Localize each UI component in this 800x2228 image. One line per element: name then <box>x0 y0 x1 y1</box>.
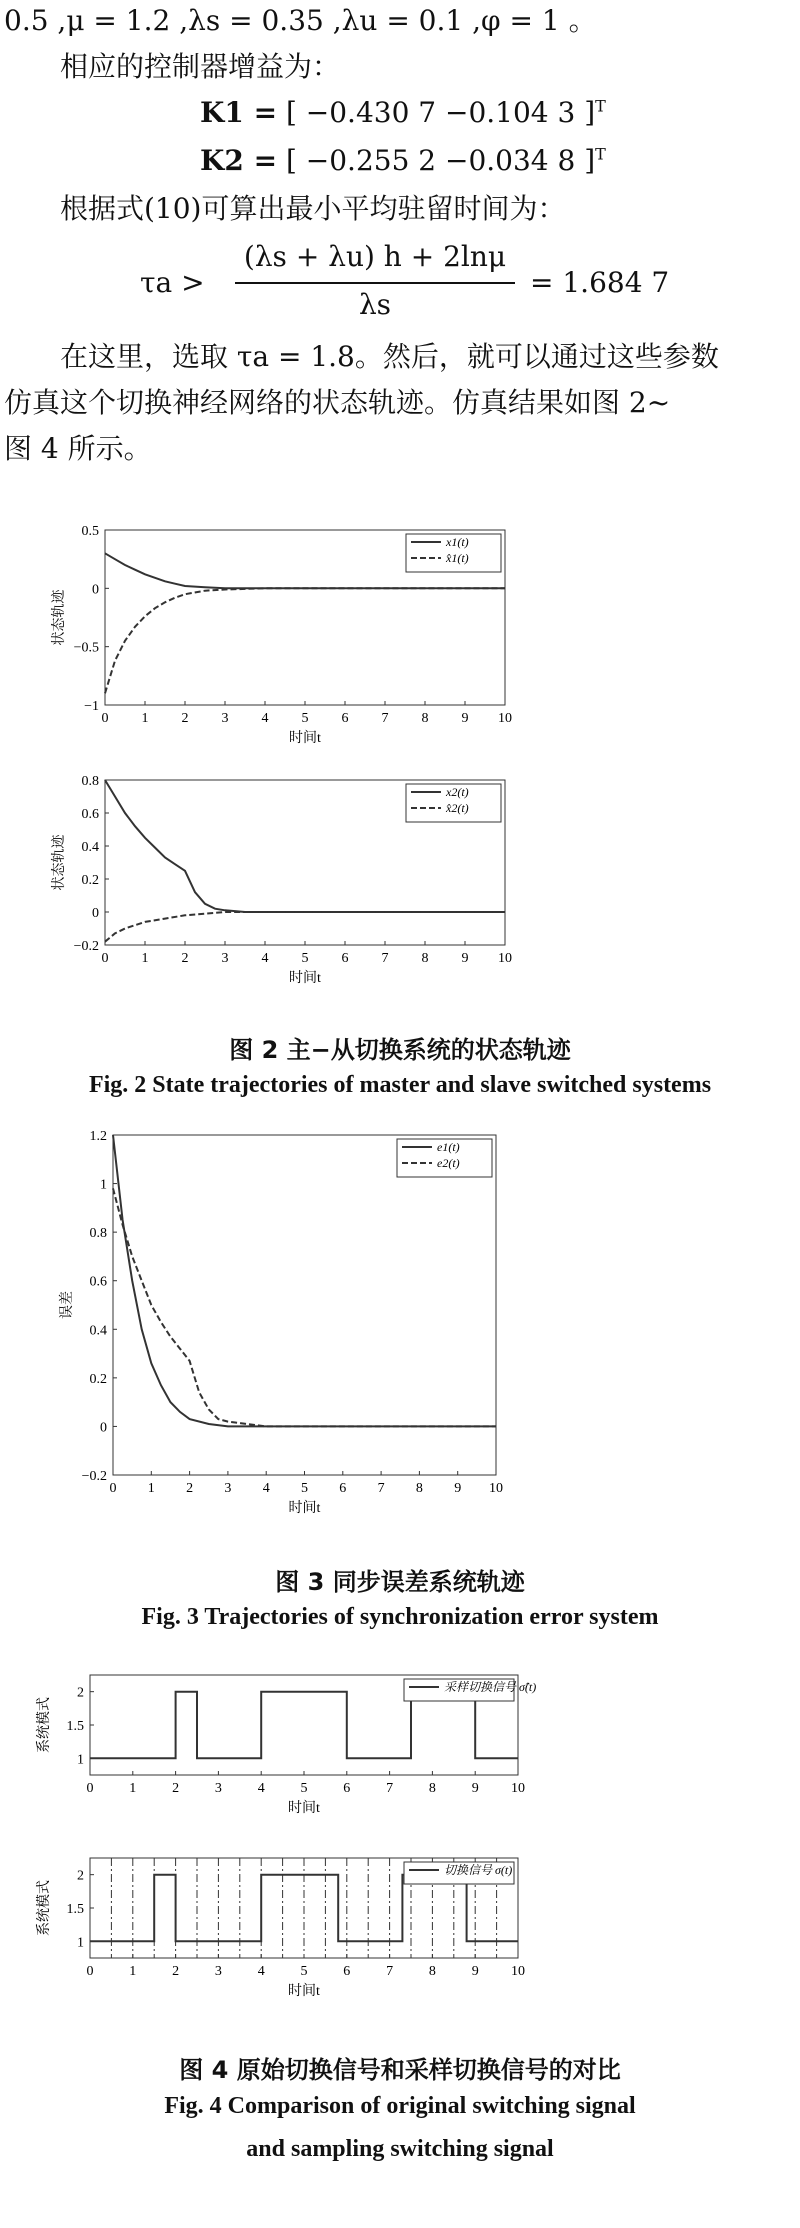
legend-label: e1(t) <box>437 1140 460 1154</box>
x-tick-label: 0 <box>109 1481 117 1496</box>
x-tick-label: 7 <box>381 711 389 726</box>
y-tick-label: 0.6 <box>81 807 99 822</box>
y-tick-label: 0.2 <box>89 1371 107 1387</box>
y-tick-label: 0.5 <box>81 524 99 539</box>
y-tick-label: 0.6 <box>89 1274 107 1290</box>
y-tick-label: 2 <box>77 1685 84 1701</box>
x-tick-label: 4 <box>257 1964 265 1979</box>
x-tick-label: 3 <box>214 1781 222 1796</box>
y-tick-label: −1 <box>84 699 99 714</box>
x-tick-label: 8 <box>421 711 429 726</box>
x-tick-label: 0 <box>86 1781 94 1796</box>
x-tick-label: 6 <box>343 1964 351 1979</box>
x-axis-label: 时间t <box>288 1984 320 1999</box>
paragraph-line-2: 仿真这个切换神经网络的状态轨迹。仿真结果如图 2~ <box>4 386 671 419</box>
legend-label: 切换信号 σ(t) <box>444 1863 513 1877</box>
x-tick-label: 4 <box>261 951 269 966</box>
tau-rhs: = 1.684 7 <box>530 266 670 299</box>
x-tick-label: 7 <box>381 951 389 966</box>
legend-label: x̂2(t) <box>446 801 469 815</box>
x-tick-label: 10 <box>498 711 512 726</box>
x-axis-label: 时间t <box>289 731 321 746</box>
x-tick-label: 10 <box>489 1481 503 1496</box>
legend-label: x2(t) <box>446 785 469 799</box>
x-tick-label: 9 <box>461 711 469 726</box>
x-tick-label: 1 <box>129 1964 137 1979</box>
x-tick-label: 3 <box>221 951 229 966</box>
fig2-bottom-chart <box>0 770 800 1005</box>
series-line-1 <box>90 1692 518 1759</box>
series-line-2 <box>113 1188 496 1426</box>
x-tick-label: 1 <box>141 951 149 966</box>
x-tick-label: 9 <box>471 1964 479 1979</box>
k2-value: [ −0.255 2 −0.034 8 ] <box>285 144 596 177</box>
x-axis-label: 时间t <box>288 1501 321 1516</box>
x-tick-label: 2 <box>172 1781 180 1796</box>
paragraph-line-1: 在这里，选取 τa = 1.8。然后，就可以通过这些参数 <box>60 340 719 373</box>
fig4-top-chart <box>0 1665 800 1845</box>
x-tick-label: 10 <box>511 1964 525 1979</box>
x-tick-label: 4 <box>257 1781 265 1796</box>
k2-label: K2 = <box>200 144 278 177</box>
x-tick-label: 10 <box>511 1781 525 1796</box>
y-tick-label: 0.4 <box>81 840 99 855</box>
x-tick-label: 9 <box>471 1781 479 1796</box>
k2-equation <box>200 144 606 177</box>
y-tick-label: −0.5 <box>73 640 99 656</box>
x-tick-label: 7 <box>377 1481 385 1496</box>
x-tick-label: 8 <box>428 1781 436 1796</box>
x-tick-label: 2 <box>181 711 189 726</box>
x-tick-label: 7 <box>386 1781 394 1796</box>
x-tick-label: 6 <box>339 1481 347 1496</box>
k2-sup: T <box>595 144 606 164</box>
y-axis-label: 系统模式 <box>37 1880 52 1936</box>
x-tick-label: 10 <box>498 951 512 966</box>
y-tick-label: 1 <box>77 1935 84 1951</box>
k1-value: [ −0.430 7 −0.104 3 ] <box>285 96 596 129</box>
series-line-2 <box>105 912 505 942</box>
x-tick-label: 6 <box>341 951 349 966</box>
legend-label: e2(t) <box>437 1156 460 1170</box>
fraction-bar <box>235 282 515 284</box>
y-tick-label: 1 <box>77 1752 84 1768</box>
y-axis-label: 状态轨迹 <box>52 834 67 891</box>
x-tick-label: 2 <box>186 1481 194 1496</box>
x-tick-label: 3 <box>221 711 229 726</box>
fig3-caption-cn: 图 3 同步误差系统轨迹 <box>275 1568 525 1596</box>
fig4-caption-en-1: Fig. 4 Comparison of original switching signal <box>164 2093 636 2119</box>
y-tick-label: 1.2 <box>89 1129 107 1144</box>
x-tick-label: 5 <box>301 1481 308 1496</box>
x-tick-label: 0 <box>101 711 109 726</box>
tau-lhs: τa > <box>140 266 205 299</box>
fig2-top-chart <box>0 520 800 765</box>
tau-numerator: (λs + λu) h + 2lnμ <box>243 240 507 273</box>
y-axis-label: 状态轨迹 <box>52 589 67 646</box>
x-tick-label: 3 <box>224 1481 232 1496</box>
y-tick-label: 2 <box>77 1868 84 1884</box>
x-tick-label: 8 <box>415 1481 423 1496</box>
x-axis-label: 时间t <box>289 971 321 986</box>
x-tick-label: 6 <box>341 711 349 726</box>
tau-equation <box>140 240 700 330</box>
x-tick-label: 1 <box>141 711 149 726</box>
x-tick-label: 1 <box>129 1781 137 1796</box>
series-line-2 <box>105 588 505 693</box>
legend-label: 采样切换信号 σ̂(t) <box>444 1680 537 1694</box>
k1-label: K1 = <box>200 96 278 129</box>
x-tick-label: 5 <box>301 951 309 966</box>
x-tick-label: 9 <box>454 1481 462 1496</box>
y-tick-label: 0.8 <box>81 774 99 789</box>
legend-label: x1(t) <box>446 535 469 549</box>
x-tick-label: 1 <box>147 1481 155 1496</box>
x-tick-label: 2 <box>181 951 189 966</box>
y-tick-label: 1.5 <box>66 1902 84 1917</box>
x-tick-label: 8 <box>428 1964 436 1979</box>
x-tick-label: 5 <box>300 1964 308 1979</box>
param-line: 0.5 ,μ = 1.2 ,λs = 0.35 ,λu = 0.1 ,φ = 1 。 <box>4 4 597 37</box>
x-tick-label: 6 <box>343 1781 351 1796</box>
x-tick-label: 5 <box>301 711 309 726</box>
fig2-caption-en: Fig. 2 State trajectories of master and slave switched systems <box>88 1072 712 1098</box>
x-tick-label: 4 <box>261 711 269 726</box>
y-tick-label: 0 <box>92 582 99 598</box>
y-axis-label: 系统模式 <box>37 1697 52 1753</box>
x-tick-label: 7 <box>386 1964 394 1979</box>
y-tick-label: 0 <box>92 906 99 921</box>
y-tick-label: 0.2 <box>81 873 99 888</box>
y-tick-label: 1.5 <box>66 1719 84 1734</box>
y-tick-label: −0.2 <box>81 1469 107 1484</box>
tau-denominator: λs <box>358 288 392 321</box>
x-tick-label: 0 <box>86 1964 94 1979</box>
plot-frame <box>113 1135 496 1475</box>
y-tick-label: −0.2 <box>73 939 99 954</box>
y-tick-label: 0.4 <box>89 1323 107 1339</box>
y-axis-label: 误差 <box>60 1291 75 1319</box>
dwell-intro: 根据式(10)可算出最小平均驻留时间为： <box>60 192 566 225</box>
fig4-bottom-chart <box>0 1848 800 2028</box>
x-tick-label: 4 <box>262 1481 270 1496</box>
fig4-caption-cn: 图 4 原始切换信号和采样切换信号的对比 <box>179 2056 621 2084</box>
x-tick-label: 2 <box>172 1964 180 1979</box>
gain-intro: 相应的控制器增益为： <box>60 50 341 83</box>
legend-label: x̂1(t) <box>446 551 469 565</box>
series-line-1 <box>113 1135 496 1426</box>
x-tick-label: 9 <box>461 951 469 966</box>
paragraph-line-3: 图 4 所示。 <box>4 432 152 465</box>
fig4-caption-en-2: and sampling switching signal <box>246 2136 554 2162</box>
x-axis-label: 时间t <box>288 1801 320 1816</box>
y-tick-label: 1 <box>100 1177 107 1193</box>
x-tick-label: 3 <box>214 1964 222 1979</box>
fig2-caption-cn: 图 2 主−从切换系统的状态轨迹 <box>229 1036 571 1064</box>
fig3-chart <box>0 1125 800 1545</box>
k1-equation <box>200 96 606 129</box>
fig3-caption-en: Fig. 3 Trajectories of synchronization error system <box>141 1604 659 1630</box>
x-tick-label: 8 <box>421 951 429 966</box>
y-tick-label: 0.8 <box>89 1226 107 1242</box>
k1-sup: T <box>595 96 606 116</box>
x-tick-label: 5 <box>300 1781 308 1796</box>
y-tick-label: 0 <box>100 1420 107 1436</box>
x-tick-label: 0 <box>101 951 109 966</box>
